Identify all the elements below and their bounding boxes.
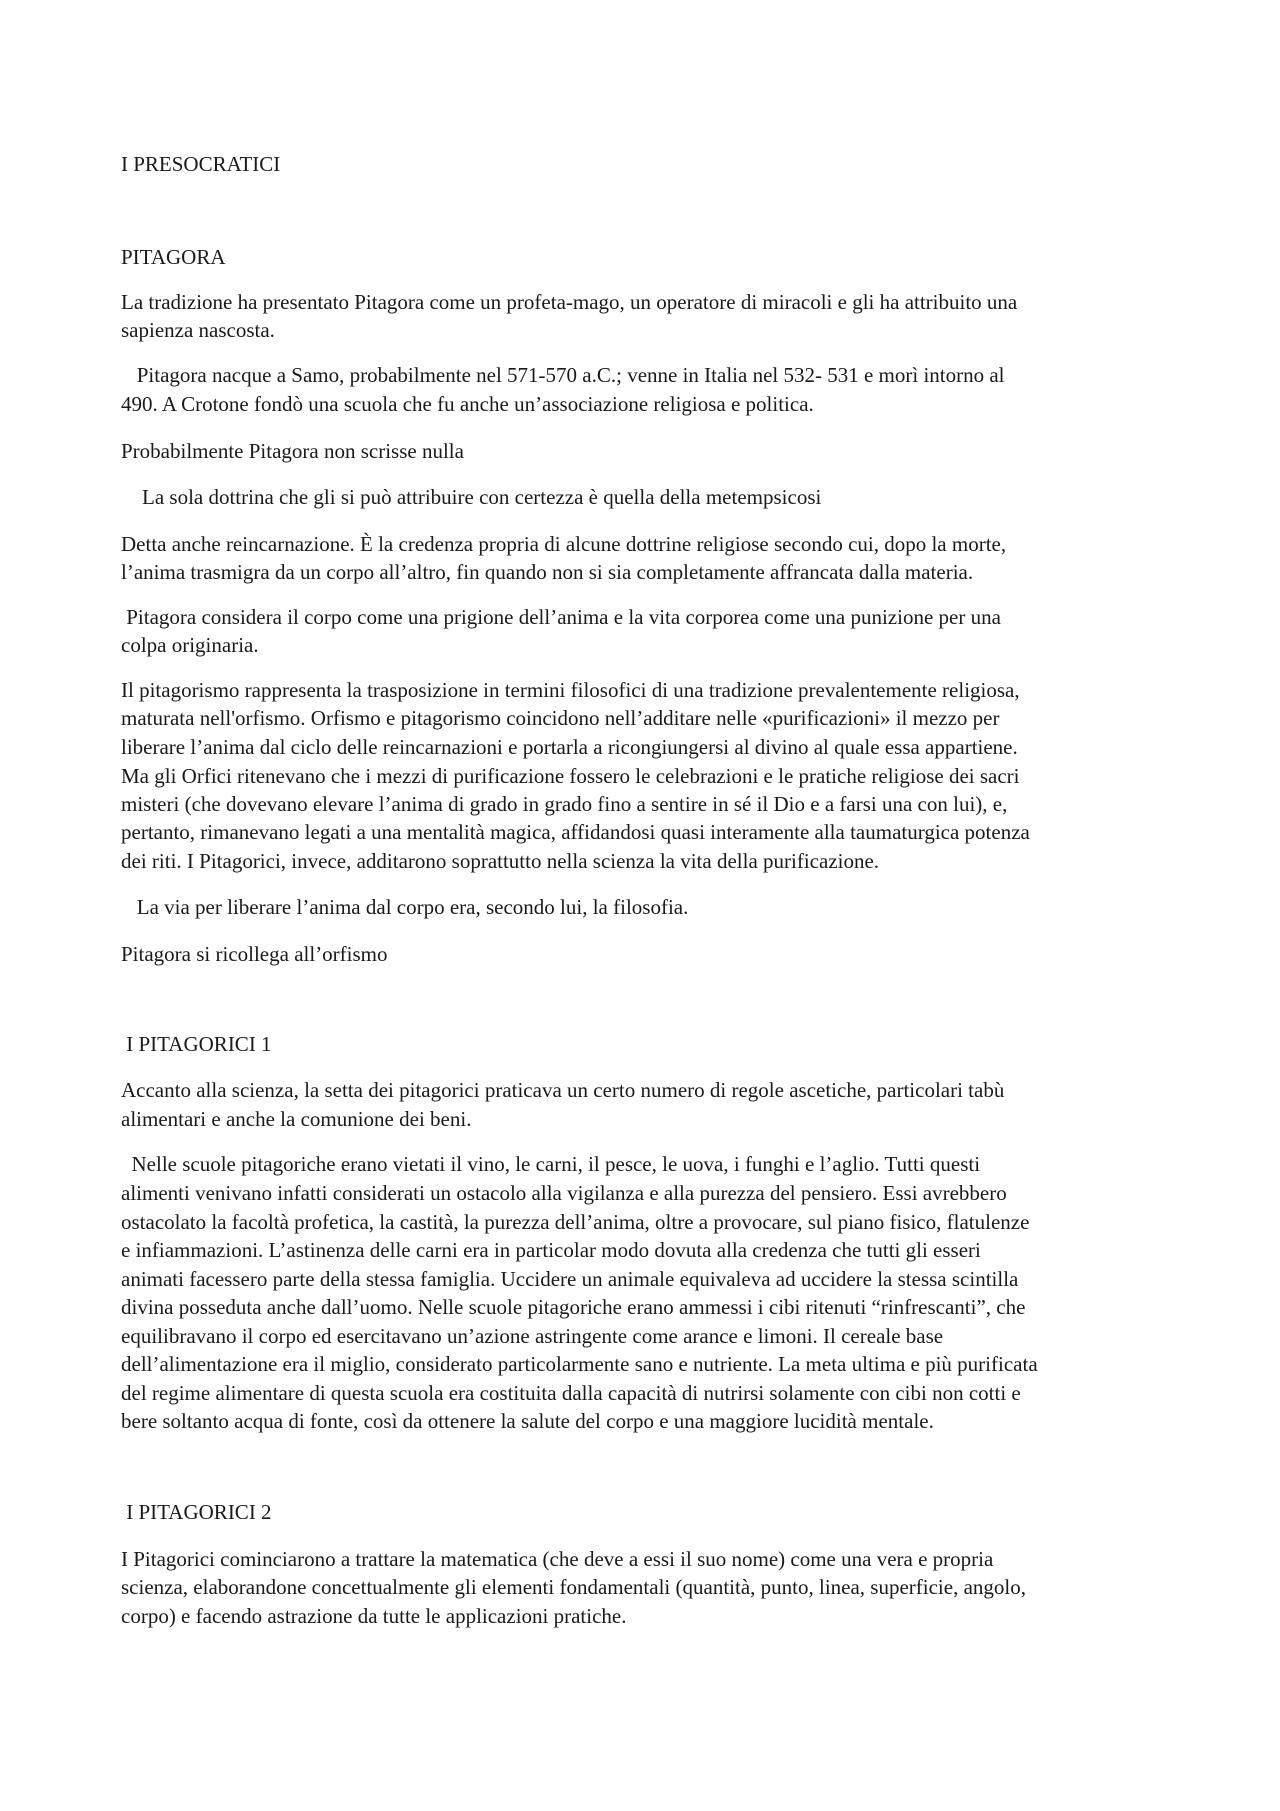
paragraph-line: Probabilmente Pitagora non scrisse nulla bbox=[121, 439, 464, 463]
paragraph-line: La tradizione ha presentato Pitagora come un profeta-mago, un operatore di miracoli e gli ha attribuito una bbox=[121, 290, 1018, 314]
document-title: I PRESOCRATICI bbox=[121, 152, 281, 176]
paragraph-line: alimenti venivano infatti considerati un ostacolo alla vigilanza e alla purezza del pensiero. Essi avrebbero bbox=[121, 1181, 1007, 1205]
paragraph-line: Pitagora considera il corpo come una prigione dell’anima e la vita corporea come una punizione per una bbox=[121, 605, 1001, 629]
paragraph-line: Pitagora si ricollega all’orfismo bbox=[121, 942, 388, 966]
paragraph-line: e infiammazioni. L’astinenza delle carni era in particolar modo dovuta alla credenza che tutti gli esseri bbox=[121, 1238, 981, 1262]
paragraph-line: scienza, elaborandone concettualmente gli elementi fondamentali (quantità, punto, linea, superficie, angolo, bbox=[121, 1575, 1026, 1599]
paragraph-line: liberare l’anima dal ciclo delle reincarnazioni e portarla a ricongiungersi al divino al quale essa appartiene. bbox=[121, 735, 1018, 759]
document-page bbox=[121, 0, 1171, 1811]
paragraph-line: misteri (che dovevano elevare l’anima di grado in grado fino a sentire in sé il Dio e a farsi una con lui), e, bbox=[121, 792, 1008, 816]
paragraph-line: dei riti. I Pitagorici, invece, additarono soprattutto nella scienza la vita della purificazione. bbox=[121, 849, 880, 873]
paragraph-line: ostacolato la facoltà profetica, la castità, la purezza dell’anima, oltre a provocare, sul piano fisico, flatulenze bbox=[121, 1210, 1030, 1234]
paragraph-line: bere soltanto acqua di fonte, così da ottenere la salute del corpo e una maggiore lucidità mentale. bbox=[121, 1409, 934, 1433]
paragraph-line: Il pitagorismo rappresenta la trasposizione in termini filosofici di una tradizione prevalentemente religiosa, bbox=[121, 678, 1020, 702]
section-heading-pitagorici-1: I PITAGORICI 1 bbox=[121, 1032, 272, 1056]
paragraph-line: dell’alimentazione era il miglio, considerato particolarmente sano e nutriente. La meta ultima e più purificata bbox=[121, 1352, 1038, 1376]
paragraph-line: I Pitagorici cominciarono a trattare la matematica (che deve a essi il suo nome) come una vera e propria bbox=[121, 1547, 994, 1571]
paragraph-line: Ma gli Orfici ritenevano che i mezzi di purificazione fossero le celebrazioni e le pratiche religiose dei sacri bbox=[121, 764, 1020, 788]
paragraph-line: La sola dottrina che gli si può attribuire con certezza è quella della metempsicosi bbox=[121, 485, 822, 509]
paragraph-line: Detta anche reincarnazione. È la credenza propria di alcune dottrine religiose secondo cui, dopo la morte, bbox=[121, 532, 1007, 556]
paragraph-line: Accanto alla scienza, la setta dei pitagorici praticava un certo numero di regole ascetiche, particolari tabù bbox=[121, 1078, 1005, 1102]
paragraph-line: del regime alimentare di questa scuola era costituita dalla capacità di nutrirsi solamente con cibi non cotti e bbox=[121, 1381, 1021, 1405]
paragraph-line: La via per liberare l’anima dal corpo era, secondo lui, la filosofia. bbox=[121, 895, 689, 919]
paragraph-line: alimentari e anche la comunione dei beni. bbox=[121, 1107, 472, 1131]
paragraph-line: corpo) e facendo astrazione da tutte le applicazioni pratiche. bbox=[121, 1604, 627, 1628]
paragraph-line: equilibravano il corpo ed esercitavano un’azione astringente come arance e limoni. Il cereale base bbox=[121, 1324, 944, 1348]
paragraph-line: animati facessero parte della stessa famiglia. Uccidere un animale equivaleva ad uccidere la stessa scintilla bbox=[121, 1267, 1019, 1291]
paragraph-line: 490. A Crotone fondò una scuola che fu anche un’associazione religiosa e politica. bbox=[121, 392, 814, 416]
paragraph-line: Nelle scuole pitagoriche erano vietati il vino, le carni, il pesce, le uova, i funghi e l’aglio. Tutti questi bbox=[121, 1152, 981, 1176]
paragraph-line: pertanto, rimanevano legati a una mentalità magica, affidandosi quasi interamente alla taumaturgica potenza bbox=[121, 820, 1030, 844]
paragraph-line: maturata nell'orfismo. Orfismo e pitagorismo coincidono nell’additare nelle «purificazioni» il mezzo per bbox=[121, 706, 1000, 730]
paragraph-line: divina posseduta anche dall’uomo. Nelle scuole pitagoriche erano ammessi i cibi ritenuti “rinfrescanti”, che bbox=[121, 1295, 1026, 1319]
section-heading-pitagora: PITAGORA bbox=[121, 245, 226, 269]
paragraph-line: l’anima trasmigra da un corpo all’altro, fin quando non si sia completamente affrancata dalla materia. bbox=[121, 560, 974, 584]
paragraph-line: Pitagora nacque a Samo, probabilmente nel 571-570 a.C.; venne in Italia nel 532- 531 e morì intorno al bbox=[121, 363, 1005, 387]
paragraph-line: sapienza nascosta. bbox=[121, 318, 275, 342]
paragraph-line: colpa originaria. bbox=[121, 633, 259, 657]
section-heading-pitagorici-2: I PITAGORICI 2 bbox=[121, 1500, 272, 1524]
